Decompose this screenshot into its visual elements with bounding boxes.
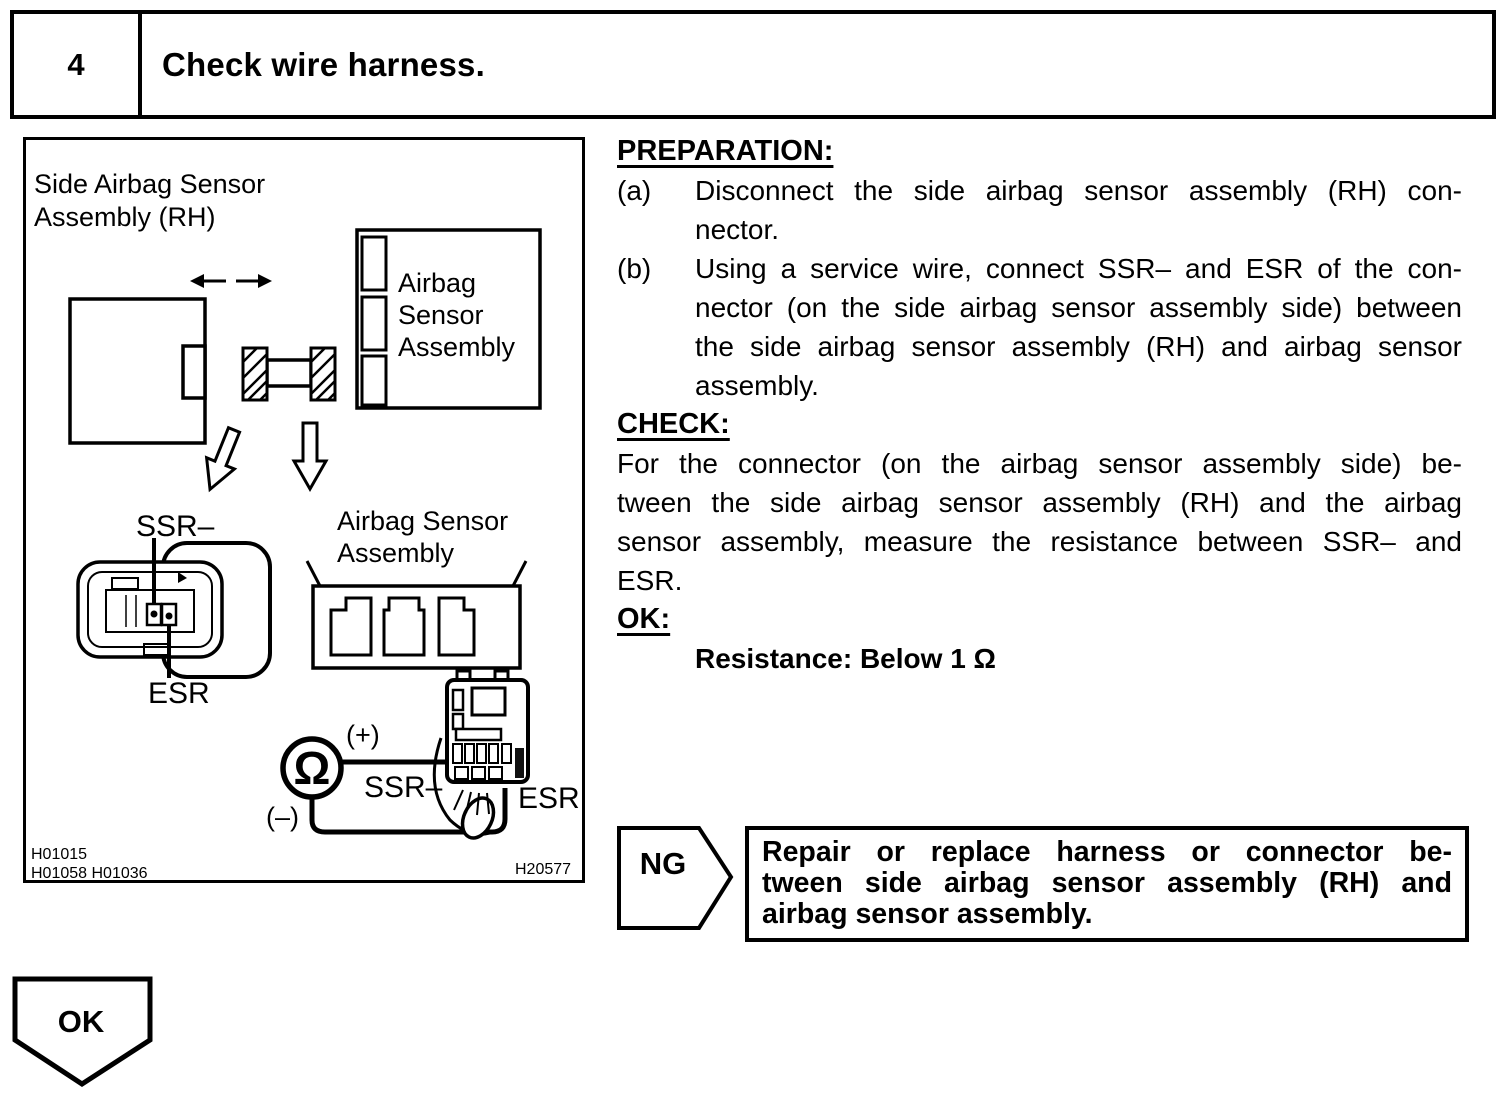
side-sensor-connector: [78, 538, 270, 678]
esr-upper-label: ESR: [148, 677, 210, 710]
sensor-mid-label-line2: Assembly: [337, 538, 455, 568]
ok-flow-arrow: [12, 976, 154, 1090]
down-arrow-icon-right: [294, 423, 326, 489]
ssr-lower-label: SSR–: [364, 771, 443, 804]
ng-arrow: [617, 826, 735, 930]
wiring-diagram: [26, 140, 582, 880]
ok-heading: OK:: [617, 603, 671, 635]
preparation-heading: PREPARATION:: [617, 135, 834, 167]
ok-spec-value: Resistance: Below 1 Ω: [695, 643, 996, 674]
figure-code-3: H20577: [515, 861, 572, 878]
ng-action-box: Repair or replace harness or connector be- tween side airbag sensor assembly (RH) and airbag sensor assembly.: [745, 826, 1469, 942]
left-right-arrows-icon: [190, 274, 272, 288]
side-sensor-box: [70, 299, 205, 443]
sensor-socket-strip: [307, 561, 526, 668]
step-number: 4: [14, 14, 142, 115]
step-title: Check wire harness.: [162, 45, 485, 83]
ng-row: [617, 826, 1469, 942]
multi-pin-connector: [434, 671, 528, 843]
item-b-text: Using a service wire, connect SSR– and ESR of the con- nector (on the side airbag sensor assembly side) between the side airbag sensor assembly (RH) and airbag sensor assembly.: [695, 253, 1462, 401]
figure-code-1: H01015: [31, 846, 88, 863]
step-header: [10, 10, 1496, 119]
side-sensor-label-line1: Side Airbag Sensor: [34, 169, 266, 199]
instructions: [617, 132, 1462, 678]
sensor-box-label-line2: Sensor: [398, 300, 484, 330]
side-sensor-label-line2: Assembly (RH): [34, 202, 216, 232]
ssr-upper-label: SSR–: [136, 510, 215, 543]
ohm-symbol: Ω: [293, 742, 331, 794]
ok-flow-label: OK: [57, 1004, 105, 1039]
item-b-label: (b): [617, 253, 652, 284]
ng-label: NG: [639, 846, 687, 881]
sensor-box-label-line3: Assembly: [398, 332, 516, 362]
figure-code-2: H01058 H01036: [31, 865, 148, 880]
service-wire-symbol: [243, 348, 335, 400]
check-text: For the connector (on the airbag sensor assembly side) be- tween the side airbag sensor assembly (RH) and the airbag sensor assembly, measure the resistance between SSR– and ESR.: [617, 448, 1462, 596]
minus-label: (–): [266, 802, 299, 832]
plus-label: (+): [346, 720, 380, 750]
item-a-label: (a): [617, 175, 652, 206]
preparation-item-a: [617, 171, 1462, 249]
figure-panel: [23, 137, 585, 883]
preparation-item-b: [617, 249, 1462, 405]
esr-lower-label: ESR: [518, 782, 580, 815]
check-heading: CHECK:: [617, 408, 730, 440]
sensor-box-label-line1: Airbag: [398, 268, 477, 298]
item-a-text: Disconnect the side airbag sensor assembly (RH) con- nector.: [695, 175, 1462, 245]
sensor-mid-label-line1: Airbag Sensor: [337, 506, 509, 536]
